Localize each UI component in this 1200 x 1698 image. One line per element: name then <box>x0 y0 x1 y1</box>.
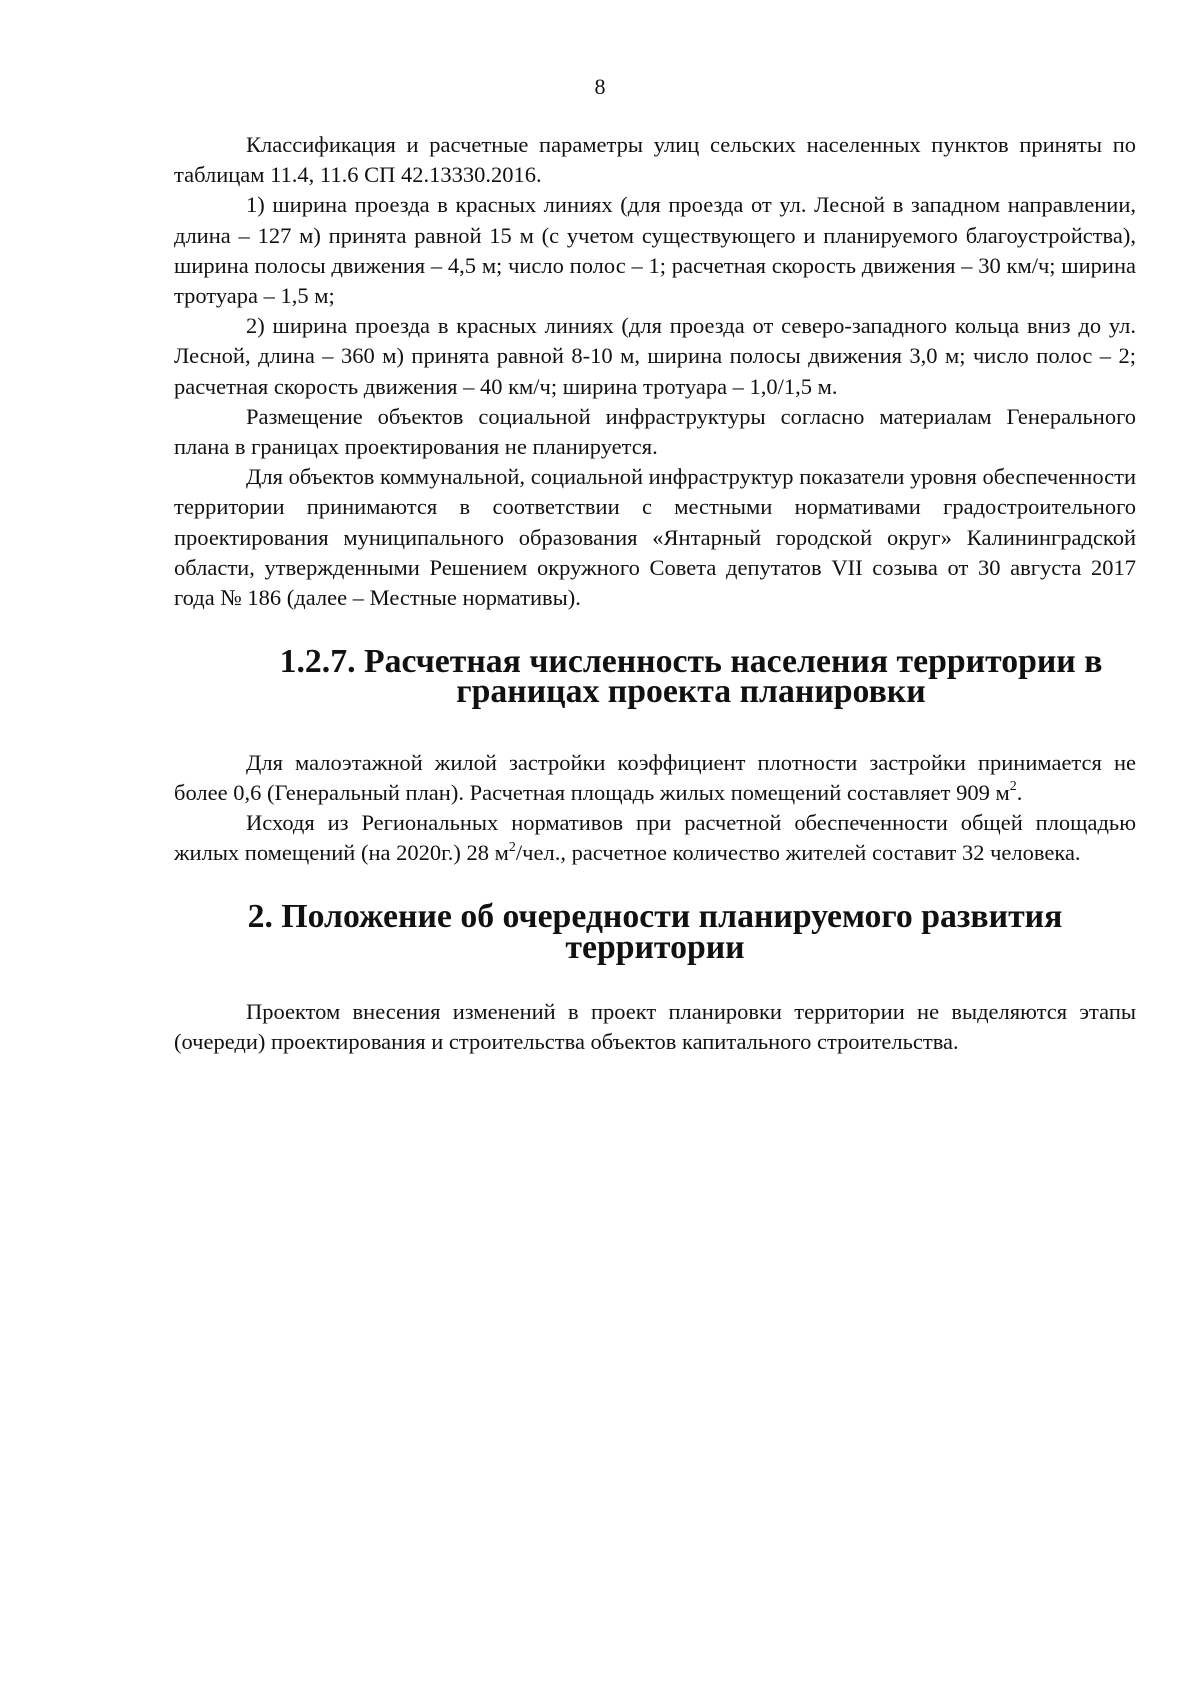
paragraph-building-density-end: . <box>1016 779 1023 805</box>
section-heading-1-2-7: 1.2.7. Расчетная численность населения территории в границах проекта планировки <box>279 643 1103 711</box>
paragraph-street-classification: Классификация и расчетные параметры улиц сельских населенных пунктов приняты по таблицам 11.4, 11.6 СП 42.13330.2016. <box>174 132 1136 188</box>
page-body <box>174 130 1136 1057</box>
paragraph-population-estimate-text: Исходя из Региональных нормативов при расчетной обеспеченности общей площадью жилых помещений (на 2020г.) 28 м <box>174 810 1136 866</box>
paragraph-local-norms: Для объектов коммунальной, социальной инфраструктур показатели уровня обеспеченности территории принимаются в соответствии с местными нормативами градостроительного проектирования муниципального образования «Янтарный городской округ» Калининградской области, утвержденными Решением окружного Совета депутатов VII созыва от 30 августа 2017 года № 186 (далее – Местные нормативы). <box>174 464 1136 611</box>
section-heading-2: 2. Положение об очередности планируемого развития территории <box>247 898 1063 966</box>
paragraph-social-infrastructure: Размещение объектов социальной инфраструктуры согласно материалам Генерального плана в границах проектирования не планируется. <box>174 403 1136 460</box>
paragraph-population-estimate-end: /чел., расчетное количество жителей составит 32 человека. <box>515 840 1081 866</box>
paragraph-development-stages: Проектом внесения изменений в проект планировки территории не выделяются этапы (очереди) проектирования и строительства объектов капитального строительства. <box>174 998 1136 1055</box>
paragraph-road-2: 2) ширина проезда в красных линиях (для проезда от северо-западного кольца вниз до ул. Лесной, длина – 360 м) принята равной 8-10 м, ширина полосы движения 3,0 м; число полос – 2; расчетная скорость движения – 40 км/ч; ширина тротуара – 1,0/1,5 м. <box>174 313 1136 399</box>
paragraph-building-density <box>174 748 1136 808</box>
paragraph-road-1: 1) ширина проезда в красных линиях (для проезда от ул. Лесной в западном направлении, длина – 127 м) принята равной 15 м (с учетом существующего и планируемого благоустройства), ширина полосы движения – 4,5 м; число полос – 1; расчетная скорость движения – 30 км/ч; ширина тротуара – 1,5 м; <box>174 192 1136 309</box>
superscript-square: 2 <box>1009 779 1017 795</box>
paragraph-population-estimate <box>174 808 1136 868</box>
superscript-square: 2 <box>508 839 516 855</box>
paragraph-building-density-text: Для малоэтажной жилой застройки коэффициент плотности застройки принимается не более 0,6 (Генеральный план). Расчетная площадь жилых помещений составляет 909 м <box>174 749 1136 805</box>
page-number: 8 <box>594 74 606 99</box>
